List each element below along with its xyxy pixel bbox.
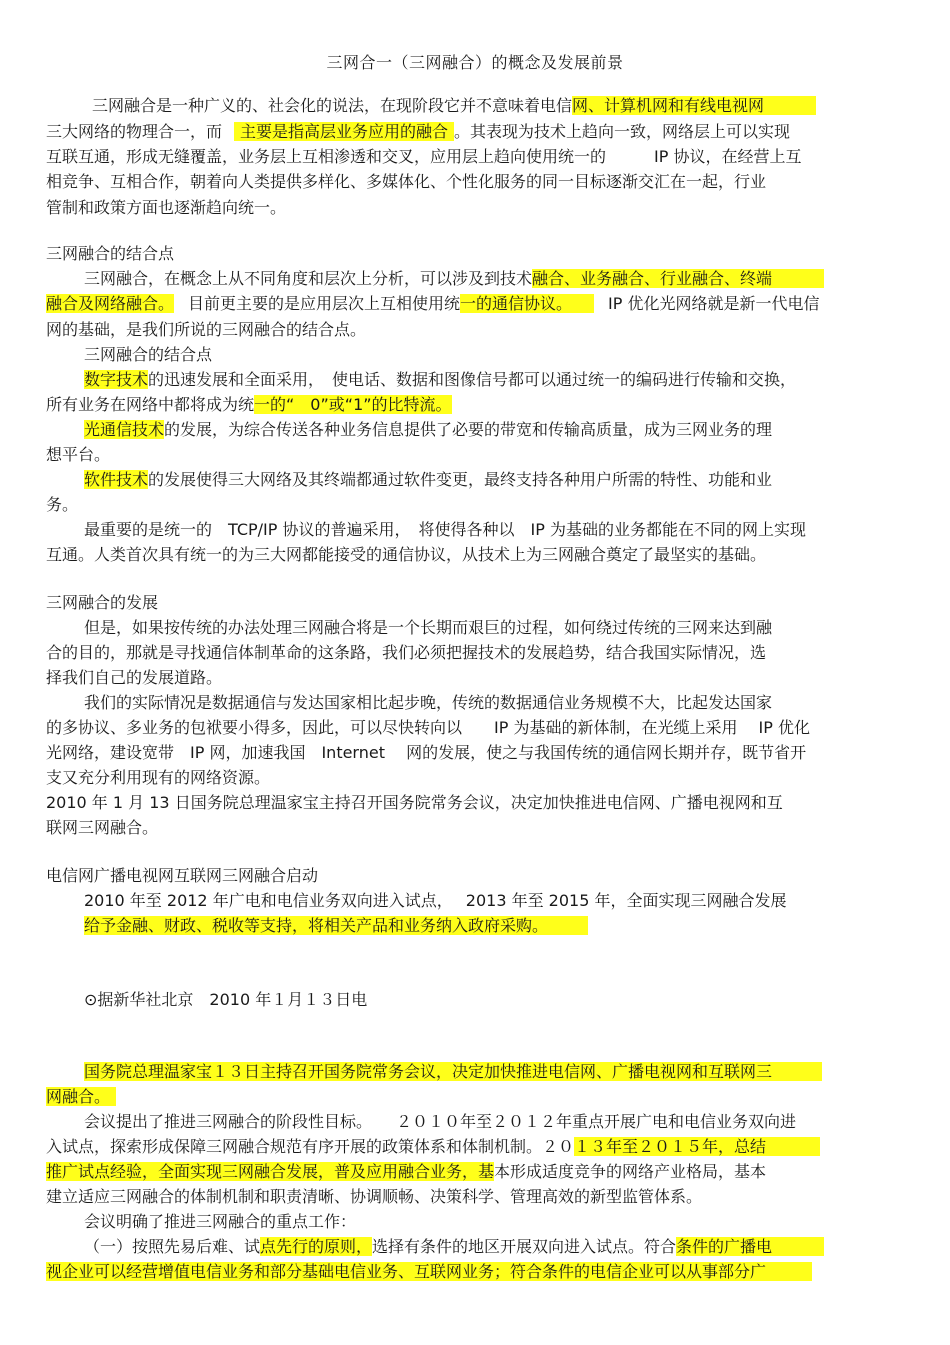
text-line [46,1260,812,1284]
highlight: 条件的广播电 [676,1237,824,1256]
text-line: 建立适应三网融合的体制机制和职责清晰、协调顺畅、决策科学、管理高效的新型监管体系。 [46,1187,703,1206]
highlight: 融合、业务融合、行业融合、终端 [532,269,824,288]
text-line: 入试点，探索形成保障三网融合规范有序开展的政策体系和体制机制。２０１３年至２０１５年，总结 [46,1135,820,1159]
text-line: 会议明确了推进三网融合的重点工作： [84,1212,357,1231]
text-line: 我们的实际情况是数据通信与发达国家相比起步晚，传统的数据通信业务规模不大，比起发达国家 [84,693,773,712]
text-line: 想平台。 [46,445,111,464]
text-line: 最重要的是统一的 TCP/IP 协议的普遍采用， 将使得各种以 IP 为基础的业务都能在不同的网上实现 [84,520,806,539]
text-line: 所有业务在网络中都将成为统一的“ 0”或“1”的比特流。 [46,395,452,414]
text-line: 推广试点经验，全面实现三网融合发展，普及应用融合业务，基本形成适度竞争的网络产业格局，基本 [46,1162,767,1181]
text-line: 会议提出了推进三网融合的阶段性目标。 ２０１０年至２０１２年重点开展广电和电信业务双向进 [84,1112,797,1131]
text-line: 2010 年至 2012 年广电和电信业务双向进入试点， 2013 年至 2015 年，全面实现三网融合发展 [84,891,787,910]
section-heading: 三网融合的发展 [46,593,159,612]
text-line: 择我们自己的发展道路。 [46,668,223,687]
text-line: 支又充分利用现有的网络资源。 [46,768,271,787]
dateline: ⊙据新华社北京 2010 年１月１３日电 [84,990,368,1009]
text-line: 融合及网络融合。 目前更主要的是应用层次上互相使用统一的通信协议。 IP 优化光网络就是新一代电信 [46,294,820,313]
section-heading: 电信网广播电视网互联网三网融合启动 [46,866,319,885]
highlight: 点先行的原则， [260,1237,373,1256]
text-line: 务。 [46,495,79,514]
text-line: 合的目的，那就是寻找通信体制革命的这条路，我们必须把握技术的发展趋势，结合我国实际情况，选 [46,643,767,662]
text-line: 网的基础，是我们所说的三网融合的结合点。 [46,320,367,339]
highlight: 数字技术 [84,370,149,389]
section-heading: 三网融合的结合点 [46,244,175,263]
highlight: 网融合。 [46,1087,116,1106]
text-line: 的多协议、多业务的包袱要小得多，因此，可以尽快转向以 IP 为基础的新体制，在光缆上采用 IP 优化 [46,718,810,737]
highlight: 网、计算机网和有线电视网 [572,96,816,115]
text-line: 2010 年 1 月 13 日国务院总理温家宝主持召开国务院常务会议，决定加快推进电信网、广播电视网和互 [46,793,783,812]
highlight: 软件技术 [84,470,149,489]
text-line: 三大网络的物理合一，而 主要是指高层业务应用的融合 。其表现为技术上趋向一致，网络层上可以实现 [46,122,791,141]
text-line: 数字技术的迅速发展和全面采用， 使电话、数据和图像信号都可以通过统一的编码进行传输和交换， [84,370,797,389]
text-line [84,1060,822,1084]
text-line: 管制和政策方面也逐渐趋向统一。 [46,198,287,217]
section-heading: 三网融合的结合点 [84,345,213,364]
text-line: 光网络，建设宽带 IP 网，加速我国 Internet 网的发展，使之与我国传统的通信网长期并存，既节省开 [46,743,807,762]
text-line: 互联互通，形成无缝覆盖，业务层上互相渗透和交叉，应用层上趋向使用统一的 IP 协议，在经营上互 [46,147,802,166]
highlight: 一的通信协议。 [460,294,594,313]
highlight: 融合及网络融合。 [46,294,175,313]
highlight: １３年至２０１５年，总结 [574,1137,820,1156]
highlight: 视企业可以经营增值电信业务和部分基础电信业务、互联网业务；符合条件的电信企业可以从事部分广 [46,1262,812,1281]
text-line: 三网融合，在概念上从不同角度和层次上分析，可以涉及到技术融合、业务融合、行业融合、终端 [84,267,824,291]
text-line: 但是，如果按传统的办法处理三网融合将是一个长期而艰巨的过程，如何绕过传统的三网来达到融 [84,618,773,637]
highlight: 一的“ 0”或“1”的比特流。 [254,395,452,414]
highlight: 推广试点经验，全面实现三网融合发展，普及应用融合业务，基 [46,1162,495,1181]
text-line: （一）按照先易后难、试点先行的原则，选择有条件的地区开展双向进入试点。符合条件的广播电 [84,1235,824,1259]
text-line: 软件技术的发展使得三大网络及其终端都通过软件变更，最终支持各种用户所需的特性、功能和业 [84,470,773,489]
highlight: 光通信技术 [84,420,165,439]
highlight: 国务院总理温家宝１３日主持召开国务院常务会议，决定加快推进电信网、广播电视网和互联网三 [84,1062,822,1081]
text-line: 相竞争、互相合作，朝着向人类提供多样化、多媒体化、个性化服务的同一目标逐渐交汇在一起，行业 [46,172,767,191]
text-line: 联网三网融合。 [46,818,159,837]
text-line: 互通。人类首次具有统一的为三大网都能接受的通信协议，从技术上为三网融合奠定了最坚实的基础。 [46,545,767,564]
document-title: 三网合一（三网融合）的概念及发展前景 [326,53,624,72]
highlight: 给予金融、财政、税收等支持，将相关产品和业务纳入政府采购。 [84,916,588,935]
text-line [84,914,588,938]
text-line: 三网融合是一种广义的、社会化的说法，在现阶段它并不意味着电信网、计算机网和有线电视网 [92,94,816,118]
text-line: 光通信技术的发展，为综合传送各种业务信息提供了必要的带宽和传输高质量，成为三网业务的理 [84,420,773,439]
highlight: 主要是指高层业务应用的融合 [234,122,454,141]
text-line [46,1085,116,1109]
